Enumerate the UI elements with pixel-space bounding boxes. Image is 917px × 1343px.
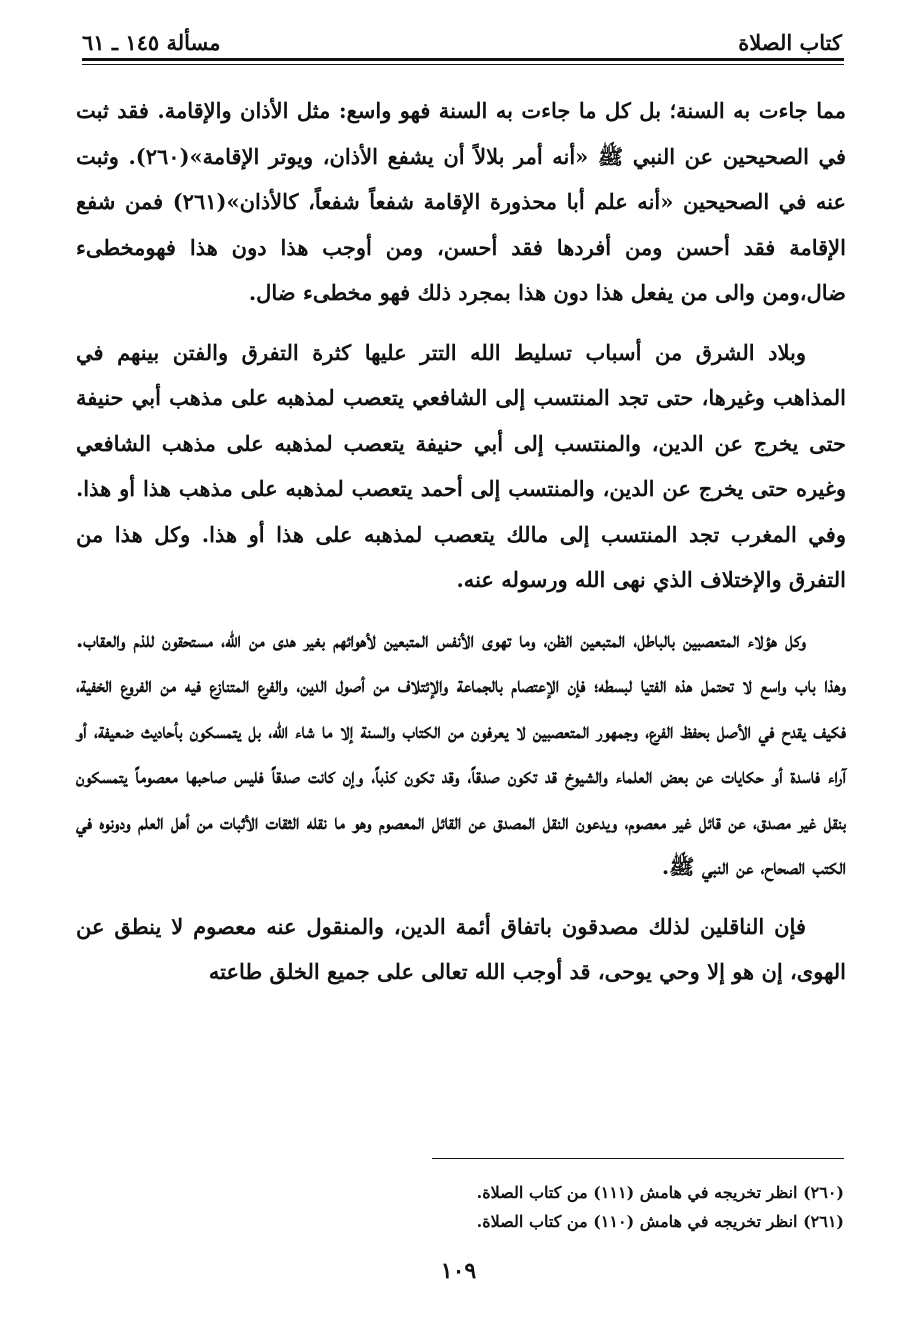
main-text bbox=[76, 88, 846, 1009]
footnote-260: (٢٦٠) انظر تخريجه في هامش (١١١) من كتاب الصلاة. bbox=[476, 1183, 844, 1202]
header-rule-thick bbox=[82, 58, 844, 61]
footnote-separator bbox=[432, 1158, 844, 1159]
paragraph-3: وكل هؤلاء المتعصبين بالباطل، المتبعين الظن، وما تهوى الأنفس المتبعين لأهوائهم بغير هدى من الله، مستحقون للذم والعقاب. وهذا باب واسع لا تحتمل هذه الفتيا لبسطه؛ فإن الإعتصام بالجماعة والإئتلاف من أصول الدين، والفرع المتنازع فيه من الفروع الخفية، فكيف يقدح في الأصل بحفظ الفرع، وجمهور المتعصبين لا يعرفون من الكتاب والسنة إلا ما شاء الله، بل يتمسكون بأحاديث ضعيفة، أو آراء فاسدة أو حكايات عن بعض العلماء والشيوخ قد تكون صدقاً، وقد تكون كذباً، وإن كانت صدقاً فليس صاحبها معصوماً يتمسكون بنقل غير مصدق، عن قائل غير معصوم، ويدعون النقل المصدق عن القائل المعصوم وهو ما نقله الثقات الأثبات من أهل العلم ودونوه في الكتب الصحاح، عن النبي ﷺ. bbox=[76, 626, 846, 879]
book-title: كتاب الصلاة bbox=[738, 29, 842, 55]
header-rule-thin bbox=[82, 64, 844, 65]
paragraph-1: مما جاءت به السنة؛ بل كل ما جاءت به السنة فهو واسع: مثل الأذان والإقامة. فقد ثبت في الصحيحين عن النبي ﷺ «أنه أمر بلالاً أن يشفع الأذان، ويوتر الإقامة»(٢٦٠). وثبت عنه في الصحيحين «أنه علم أبا محذورة الإقامة شفعاً شفعاً، كالأذان»(٢٦١) فمن شفع الإقامة فقد أحسن ومن أفردها فقد أحسن، ومن أوجب هذا دون هذا فهومخطىء ضال،ومن والى من يفعل هذا دون هذا بمجرد ذلك فهو مخطىء ضال. bbox=[76, 98, 846, 305]
footnote-261: (٢٦١) انظر تخريجه في هامش (١١٠) من كتاب الصلاة. bbox=[476, 1212, 844, 1231]
issue-label: مسألة ١٤٥ ـ ٦١ bbox=[82, 29, 221, 55]
running-header bbox=[82, 14, 842, 54]
paragraph-2: وبلاد الشرق من أسباب تسليط الله التتر عليها كثرة التفرق والفتن بينهم في المذاهب وغيرها، حتى تجد المنتسب إلى الشافعي يتعصب لمذهبه على مذهب أبي حنيفة حتى يخرج عن الدين، والمنتسب إلى أبي حنيفة يتعصب لمذهبه على مذهب الشافعي وغيره حتى يخرج عن الدين، والمنتسب إلى أحمد يتعصب لمذهبه على مذهب هذا أو هذا. وفي المغرب تجد المنتسب إلى مالك يتعصب لمذهبه على هذا أو هذا. وكل هذا من التفرق والإختلاف الذي نهى الله ورسوله عنه. bbox=[76, 339, 846, 592]
paragraph-4: فإن الناقلين لذلك مصدقون باتفاق أئمة الدين، والمنقول عنه معصوم لا ينطق عن الهوى، إن هو إلا وحي يوحى، قد أوجب الله تعالى على جميع الخلق طاعته bbox=[76, 913, 846, 984]
footnotes bbox=[300, 1178, 844, 1236]
page-number: ١٠٩ bbox=[440, 1258, 477, 1284]
